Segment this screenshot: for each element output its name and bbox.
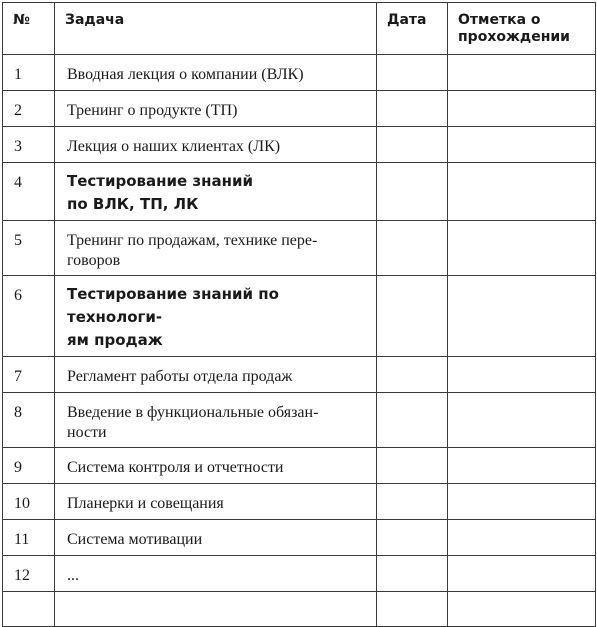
row-task: Система контроля и отчетности — [55, 448, 377, 484]
table-row — [3, 55, 596, 91]
row-date — [377, 448, 448, 484]
row-date — [377, 556, 448, 592]
row-number: 4 — [3, 163, 55, 221]
header-number: № — [3, 3, 55, 55]
row-mark — [448, 592, 596, 627]
row-mark — [448, 163, 596, 221]
table-header-row — [3, 3, 596, 55]
row-task-line1: Тестирование знаний по технологи- — [67, 285, 279, 326]
adaptation-plan-table-container — [2, 2, 595, 627]
adaptation-plan-table — [2, 2, 596, 627]
row-number: 9 — [3, 448, 55, 484]
row-task — [55, 221, 377, 276]
row-date — [377, 55, 448, 91]
row-task: Тренинг о продукте (ТП) — [55, 91, 377, 127]
table-row — [3, 448, 596, 484]
table-row-empty — [3, 592, 596, 627]
row-date — [377, 520, 448, 556]
row-mark — [448, 55, 596, 91]
table-row — [3, 91, 596, 127]
table-row — [3, 520, 596, 556]
row-date — [377, 592, 448, 627]
row-task-line2: по ВЛК, ТП, ЛК — [67, 195, 199, 213]
row-task-line1: Введение в функциональные обязан- — [67, 404, 319, 421]
row-mark — [448, 221, 596, 276]
row-date — [377, 484, 448, 520]
row-number: 11 — [3, 520, 55, 556]
row-date — [377, 221, 448, 276]
row-mark — [448, 357, 596, 393]
row-date — [377, 393, 448, 448]
row-task-line2: ности — [67, 424, 107, 441]
row-mark — [448, 91, 596, 127]
row-task — [55, 393, 377, 448]
header-completion-mark-line2: прохождении — [458, 29, 570, 45]
row-number: 2 — [3, 91, 55, 127]
table-row — [3, 357, 596, 393]
table-row — [3, 393, 596, 448]
table-row — [3, 276, 596, 357]
row-task — [55, 163, 377, 221]
row-date — [377, 163, 448, 221]
row-mark — [448, 448, 596, 484]
row-task: Регламент работы отдела продаж — [55, 357, 377, 393]
row-task: Планерки и совещания — [55, 484, 377, 520]
table-row — [3, 484, 596, 520]
row-mark — [448, 127, 596, 163]
header-completion-mark-line1: Отметка о — [458, 12, 541, 28]
row-task: Лекция о наших клиентах (ЛК) — [55, 127, 377, 163]
row-date — [377, 357, 448, 393]
table-row — [3, 221, 596, 276]
row-mark — [448, 520, 596, 556]
row-mark — [448, 484, 596, 520]
row-number — [3, 592, 55, 627]
row-task: Вводная лекция о компании (ВЛК) — [55, 55, 377, 91]
row-task: Система мотивации — [55, 520, 377, 556]
row-number: 6 — [3, 276, 55, 357]
row-date — [377, 276, 448, 357]
row-number: 5 — [3, 221, 55, 276]
table-row — [3, 127, 596, 163]
row-number: 12 — [3, 556, 55, 592]
header-completion-mark — [448, 3, 596, 55]
row-task-line2: говоров — [67, 252, 121, 269]
header-date: Дата — [377, 3, 448, 55]
row-task-line1: Тестирование знаний — [67, 172, 254, 190]
row-task-line1: Тренинг по продажам, технике пере- — [67, 232, 318, 249]
row-task-line2: ям продаж — [67, 331, 163, 349]
row-task: ... — [55, 556, 377, 592]
row-mark — [448, 393, 596, 448]
row-date — [377, 127, 448, 163]
row-task — [55, 276, 377, 357]
row-number: 1 — [3, 55, 55, 91]
row-mark — [448, 276, 596, 357]
table-row — [3, 163, 596, 221]
header-task: Задача — [55, 3, 377, 55]
row-date — [377, 91, 448, 127]
table-row — [3, 556, 596, 592]
row-number: 3 — [3, 127, 55, 163]
row-number: 10 — [3, 484, 55, 520]
row-mark — [448, 556, 596, 592]
row-number: 7 — [3, 357, 55, 393]
row-number: 8 — [3, 393, 55, 448]
row-task — [55, 592, 377, 627]
